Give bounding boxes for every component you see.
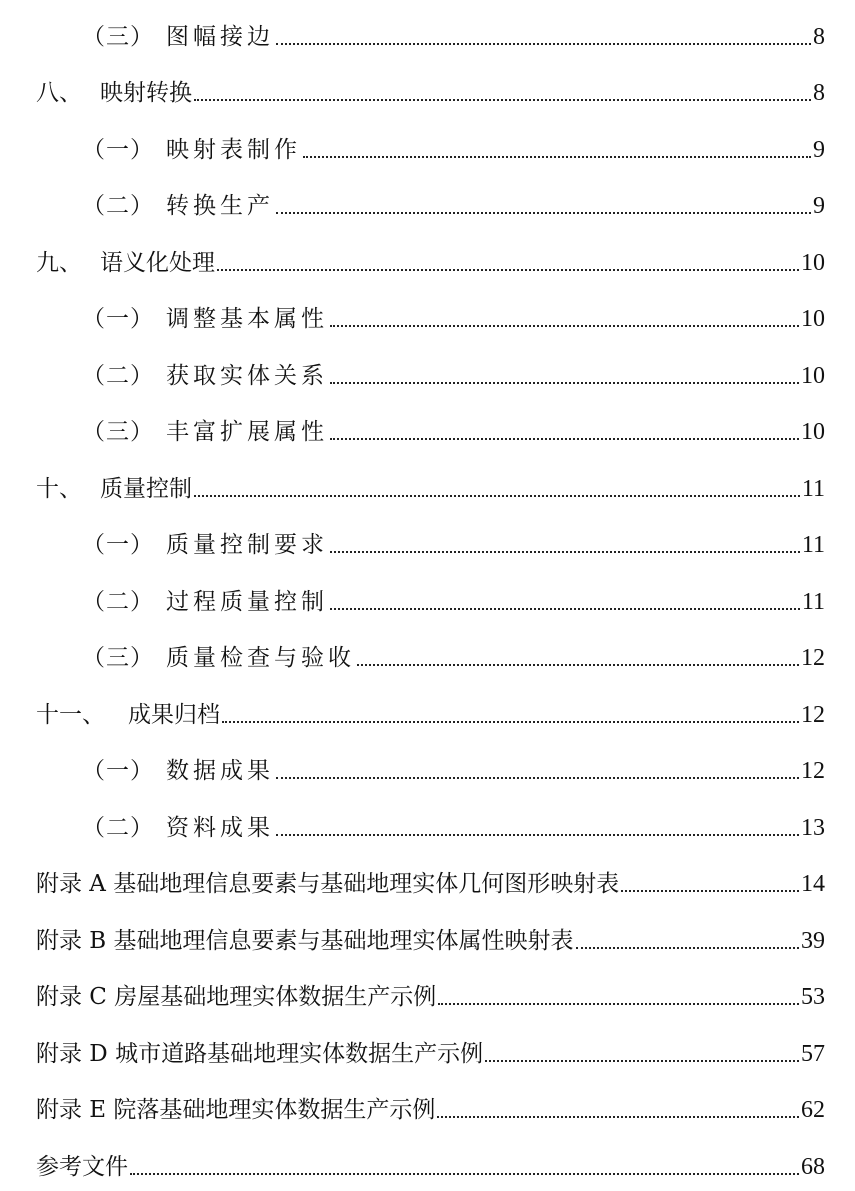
- entry-title: 丰富扩展属性: [166, 419, 328, 445]
- toc-entry-data-results[interactable]: [82, 746, 825, 786]
- entry-page: 11: [801, 476, 825, 502]
- dot-leader: [276, 212, 811, 214]
- entry-number: 十一、: [36, 702, 105, 728]
- toc-entry-entity-relations[interactable]: [82, 351, 825, 391]
- dot-leader: [330, 382, 799, 384]
- entry-title: 转换生产: [166, 193, 274, 219]
- toc-appendix-a[interactable]: [36, 859, 825, 899]
- entry-page: 10: [801, 419, 825, 445]
- entry-number: （二）: [82, 589, 154, 615]
- toc-appendix-e[interactable]: [36, 1085, 825, 1125]
- dot-leader: [576, 947, 799, 949]
- dot-leader: [276, 834, 799, 836]
- toc-appendix-d[interactable]: [36, 1029, 825, 1069]
- entry-number: 十、: [36, 476, 82, 502]
- entry-page: 39: [801, 928, 825, 954]
- entry-number: （一）: [82, 532, 154, 558]
- entry-title: 映射表制作: [166, 137, 301, 163]
- dot-leader: [438, 1003, 799, 1005]
- dot-leader: [357, 664, 799, 666]
- toc-chapter-11-archiving[interactable]: [36, 690, 825, 730]
- entry-title: 质量控制要求: [166, 532, 328, 558]
- entry-title: 调整基本属性: [166, 306, 328, 332]
- entry-title: 附录 E 院落基础地理实体数据生产示例: [36, 1097, 436, 1123]
- entry-page: 12: [801, 645, 825, 671]
- entry-page: 62: [801, 1097, 825, 1123]
- dot-leader: [330, 551, 800, 553]
- entry-page: 14: [801, 871, 825, 897]
- entry-number: （一）: [82, 137, 154, 163]
- entry-title: 附录 B 基础地理信息要素与基础地理实体属性映射表: [36, 928, 574, 954]
- dot-leader: [222, 721, 799, 723]
- entry-page: 68: [801, 1154, 825, 1180]
- toc-appendix-b[interactable]: [36, 916, 825, 956]
- entry-title: 成果归档: [128, 702, 220, 728]
- entry-page: 8: [813, 24, 825, 50]
- dot-leader: [303, 156, 811, 158]
- toc-entry-conversion[interactable]: [82, 181, 825, 221]
- toc-entry-extended-attributes[interactable]: [82, 407, 825, 447]
- entry-page: 57: [801, 1041, 825, 1067]
- entry-title: 获取实体关系: [166, 363, 328, 389]
- entry-title: 附录 A 基础地理信息要素与基础地理实体几何图形映射表: [36, 871, 620, 897]
- toc-entry-document-results[interactable]: [82, 803, 825, 843]
- entry-page: 11: [801, 589, 825, 615]
- toc-chapter-10-quality[interactable]: [36, 464, 825, 504]
- entry-title: 附录 D 城市道路基础地理实体数据生产示例: [36, 1041, 484, 1067]
- dot-leader: [437, 1116, 799, 1118]
- entry-page: 10: [801, 250, 825, 276]
- toc-chapter-9-semantic[interactable]: [36, 238, 825, 278]
- entry-number: （二）: [82, 193, 154, 219]
- entry-title: 参考文件: [36, 1154, 128, 1180]
- entry-title: 质量控制: [100, 476, 192, 502]
- toc-appendix-c[interactable]: [36, 972, 825, 1012]
- entry-page: 12: [801, 702, 825, 728]
- entry-title: 映射转换: [100, 80, 192, 106]
- dot-leader: [194, 495, 800, 497]
- toc-chapter-8-mapping[interactable]: [36, 68, 825, 108]
- toc-entry-quality-requirements[interactable]: [82, 520, 825, 560]
- entry-number: 九、: [36, 250, 82, 276]
- entry-number: （一）: [82, 758, 154, 784]
- toc-entry-mapping-table[interactable]: [82, 125, 825, 165]
- entry-title: 数据成果: [166, 758, 274, 784]
- entry-page: 10: [801, 306, 825, 332]
- dot-leader: [217, 269, 799, 271]
- entry-number: （三）: [82, 24, 154, 50]
- entry-title: 资料成果: [166, 815, 274, 841]
- entry-page: 13: [801, 815, 825, 841]
- dot-leader: [621, 890, 799, 892]
- entry-number: 八、: [36, 80, 82, 106]
- dot-leader: [130, 1173, 799, 1175]
- entry-page: 10: [801, 363, 825, 389]
- dot-leader: [276, 777, 799, 779]
- entry-number: （三）: [82, 419, 154, 445]
- entry-page: 11: [801, 532, 825, 558]
- entry-title: 语义化处理: [100, 250, 215, 276]
- entry-page: 12: [801, 758, 825, 784]
- entry-title: 质量检查与验收: [166, 645, 355, 671]
- entry-title: 过程质量控制: [166, 589, 328, 615]
- entry-number: （二）: [82, 363, 154, 389]
- toc-entry-basic-attributes[interactable]: [82, 294, 825, 334]
- dot-leader: [330, 438, 799, 440]
- dot-leader: [276, 43, 811, 45]
- entry-page: 9: [813, 137, 825, 163]
- dot-leader: [194, 99, 811, 101]
- entry-page: 8: [813, 80, 825, 106]
- entry-number: （一）: [82, 306, 154, 332]
- dot-leader: [330, 608, 800, 610]
- dot-leader: [330, 325, 799, 327]
- toc-entry-quality-inspection[interactable]: [82, 633, 825, 673]
- entry-page: 9: [813, 193, 825, 219]
- toc-entry-process-quality[interactable]: [82, 577, 825, 617]
- entry-title: 图幅接边: [166, 24, 274, 50]
- entry-page: 53: [801, 984, 825, 1010]
- entry-number: （二）: [82, 815, 154, 841]
- toc-references[interactable]: [36, 1142, 825, 1182]
- entry-number: （三）: [82, 645, 154, 671]
- dot-leader: [485, 1060, 799, 1062]
- toc-entry-3-tufu-jiebian[interactable]: [82, 12, 825, 52]
- entry-title: 附录 C 房屋基础地理实体数据生产示例: [36, 984, 437, 1010]
